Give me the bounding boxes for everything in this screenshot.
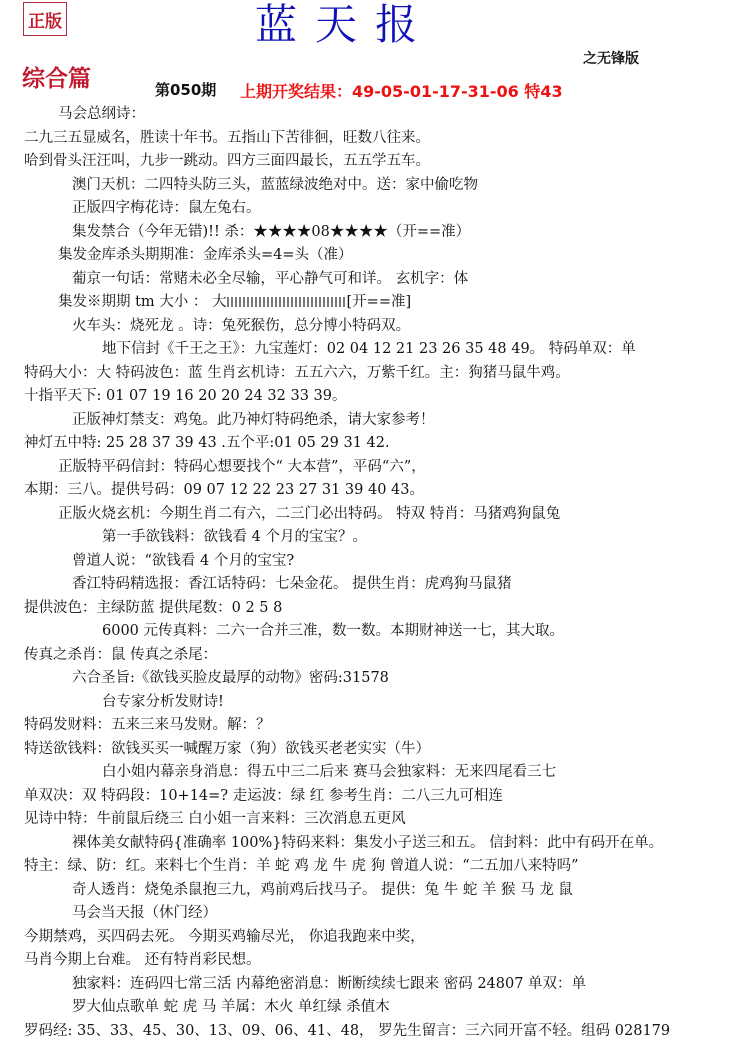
line-text: 本期：三八。提供号码：09 07 12 22 23 27 31 39 40 43。	[24, 482, 424, 498]
text-line	[0, 315, 745, 339]
line-text: 6000 元传真料：二六一合并三准，数一数。本期财神送一七，其大取。	[102, 623, 564, 639]
edition-label: 之无锋版	[583, 48, 639, 68]
text-line	[0, 597, 745, 621]
text-line	[0, 949, 745, 973]
text-line	[0, 526, 745, 550]
text-line	[0, 432, 745, 456]
line-text: 葡京一句话：常赌未必全尽输，平心静气可和详。 玄机字：体	[72, 271, 468, 287]
issue-number: 第050期	[155, 79, 216, 100]
line-text: 罗大仙点歌单 蛇 虎 马 羊属：木火 单红绿 杀值木	[72, 999, 390, 1015]
line-text: 正版特平码信封：特码心想要找个“ 大本营”，平码“六”，	[58, 459, 426, 475]
text-line	[0, 409, 745, 433]
text-line	[0, 761, 745, 785]
text-line	[0, 573, 745, 597]
text-line	[0, 127, 745, 151]
line-text: 十指平天下: 01 07 19 16 20 20 24 32 33 39。	[24, 388, 346, 404]
line-text: 提供波色：主绿防蓝 提供尾数：0 2 5 8	[24, 600, 282, 616]
text-line	[0, 268, 745, 292]
line-text: 马肖今期上台难。 还有特肖彩民想。	[24, 952, 261, 968]
line-text: 裸体美女献特码{准确率 100%}特码来料：集发小子送三和五。 信封料：此中有码开在单。	[72, 835, 663, 851]
text-line	[0, 902, 745, 926]
line-text: 传真之杀肖：鼠 传真之杀尾：	[24, 647, 217, 663]
line-text: 集发金库杀头期期准：金库杀头=4=头（准）	[58, 247, 353, 263]
text-line	[0, 503, 745, 527]
line-text: 曾道人说：“欲钱看 4 个月的宝宝?	[72, 553, 294, 569]
line-text: 马会当天报（休门经）	[72, 905, 217, 921]
text-line	[0, 291, 745, 315]
text-line	[0, 996, 745, 1020]
section-title: 综合篇	[22, 60, 91, 93]
line-text: 六合圣旨:《欲钱买脸皮最厚的动物》密码:31578	[72, 670, 389, 686]
line-text: 奇人透肖：烧兔杀鼠抱三九，鸡前鸡后找马子。 提供：兔 牛 蛇 羊 猴 马 龙 鼠	[72, 882, 573, 898]
text-line	[0, 620, 745, 644]
text-line	[0, 832, 745, 856]
text-line	[0, 926, 745, 950]
obscured-text	[227, 297, 347, 307]
line-text: 独家料：连码四七常三活 内幕绝密消息：断断续续七跟来 密码 24807 单双：单	[72, 976, 586, 992]
text-line	[0, 808, 745, 832]
line-text: 罗码经: 35、33、45、30、13、09、06、41、48， 罗先生留言：三六同开富不轻。组码 028179	[24, 1023, 670, 1039]
text-line	[0, 1020, 745, 1043]
text-line	[0, 855, 745, 879]
line-text: 特送欲钱料：欲钱买买一喊醒万家（狗）欲钱买老老实实（牛）	[24, 741, 430, 757]
text-line	[0, 691, 745, 715]
article-body	[0, 103, 745, 1043]
line-text: 哈到骨头汪汪叫，九步一跳动。四方三面四最长，五五学五车。	[24, 153, 430, 169]
line-text: 白小姐内幕亲身消息：得五中三二后来 赛马会独家料：无来四尾看三七	[102, 764, 556, 780]
text-line	[0, 103, 745, 127]
line-text: 地下信封《千王之王》：九宝莲灯：02 04 12 21 23 26 35 48 49。 特码单双：单	[102, 341, 636, 357]
line-text: 火车头：烧死龙 。诗：兔死猴伤，总分博小特码双。	[72, 318, 410, 334]
text-line	[0, 785, 745, 809]
line-text: 单双决：双 特码段：10+14=? 走运波：绿 红 参考生肖：二八三九可相连	[24, 788, 503, 804]
text-line	[0, 973, 745, 997]
text-line	[0, 244, 745, 268]
line-text: 澳门天机：二四特头防三头，蓝蓝绿波绝对中。送：家中偷吃物	[72, 177, 478, 193]
text-line	[0, 174, 745, 198]
line-suffix: [开==准]	[347, 294, 412, 310]
line-text: 正版四字梅花诗：鼠左兔右。	[72, 200, 261, 216]
line-text: 台专家分析发财诗!	[102, 694, 224, 710]
text-line	[0, 338, 745, 362]
authentic-badge: 正版	[23, 2, 67, 36]
line-text: 二九三五显威名，胜读十年书。五指山下苦徘徊，旺数八往来。	[24, 130, 430, 146]
text-line	[0, 197, 745, 221]
text-line	[0, 667, 745, 691]
line-text: 香江特码精选报：香江话特码：七朵金花。 提供生肖：虎鸡狗马鼠猪	[72, 576, 512, 592]
line-text: 集发※期期 tm 大小 ： 大	[58, 294, 227, 310]
line-text: 集发禁合（今年无错)!! 杀：★★★★08★★★★（开==准）	[72, 224, 470, 240]
last-draw-result: 上期开奖结果：49-05-01-17-31-06 特43	[240, 79, 563, 102]
line-text: 特码大小：大 特码波色：蓝 生肖玄机诗：五五六六，万紫千红。主：狗猪马鼠牛鸡。	[24, 365, 570, 381]
text-line	[0, 879, 745, 903]
text-line	[0, 550, 745, 574]
line-text: 神灯五中特: 25 28 37 39 43 .五个平:01 05 29 31 42.	[24, 435, 390, 451]
text-line	[0, 644, 745, 668]
line-text: 正版火烧玄机：今期生肖二有六，二三门必出特码。 特双 特肖：马猪鸡狗鼠兔	[58, 506, 560, 522]
line-text: 见诗中特：牛前鼠后绕三 白小姐一言来料：三次消息五更风	[24, 811, 406, 827]
text-line	[0, 150, 745, 174]
text-line	[0, 738, 745, 762]
line-text: 马会总纲诗：	[58, 106, 145, 122]
line-text: 今期禁鸡，买四码去死。 今期买鸡输尽光， 你追我跑来中奖，	[24, 929, 425, 945]
line-text: 特主：绿、防：红。来料七个生肖：羊 蛇 鸡 龙 牛 虎 狗 曾道人说：“二五加八来特吗”	[24, 858, 579, 874]
line-text: 特码发财料：五来三来马发财。解：？	[24, 717, 271, 733]
line-text: 第一手欲钱料：欲钱看 4 个月的宝宝？。	[102, 529, 367, 545]
text-line	[0, 714, 745, 738]
text-line	[0, 362, 745, 386]
text-line	[0, 479, 745, 503]
masthead-title: 蓝天报	[255, 0, 455, 50]
text-line	[0, 221, 745, 245]
text-line	[0, 456, 745, 480]
line-text: 正版神灯禁支：鸡兔。此乃神灯特码绝杀，请大家参考！	[72, 412, 435, 428]
text-line	[0, 385, 745, 409]
